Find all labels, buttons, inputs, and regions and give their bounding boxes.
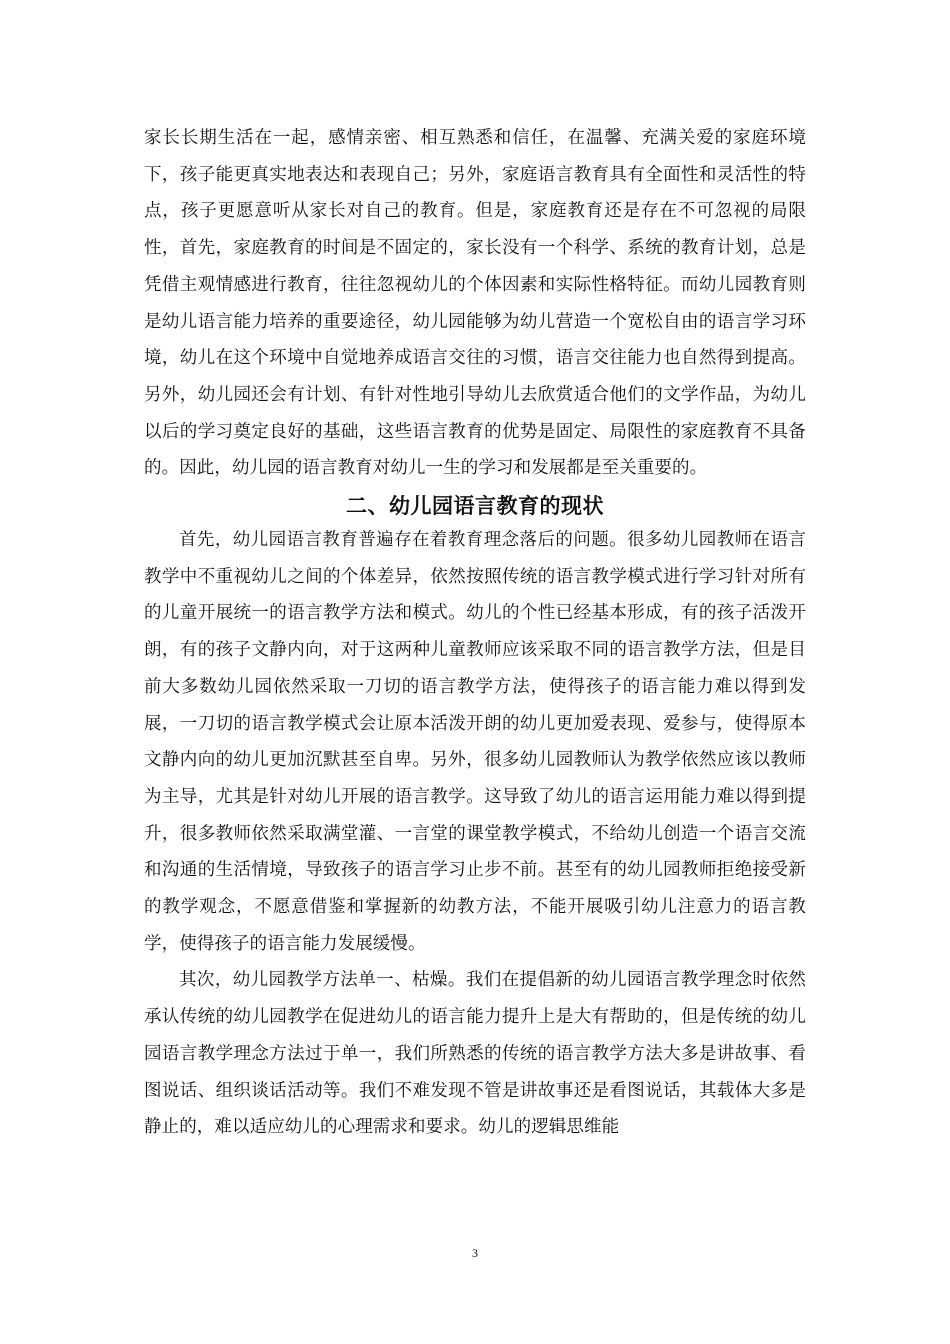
- body-paragraph-continued: 家长长期生活在一起，感情亲密、相互熟悉和信任，在温馨、充满关爱的家庭环境下，孩子能更真实地表达和表现自己；另外，家庭语言教育具有全面性和灵活性的特点，孩子更愿意听从家长对自己的教育。但是，家庭教育还是存在不可忽视的局限性，首先，家庭教育的时间是不固定的，家长没有一个科学、系统的教育计划，总是凭借主观情感进行教育，往往忽视幼儿的个体因素和实际性格特征。而幼儿园教育则是幼儿语言能力培养的重要途径，幼儿园能够为幼儿营造一个宽松自由的语言学习环境，幼儿在这个环境中自觉地养成语言交往的习惯，语言交往能力也自然得到提高。另外，幼儿园还会有计划、有针对性地引导幼儿去欣赏适合他们的文学作品，为幼儿以后的学习奠定良好的基础，这些语言教育的优势是固定、局限性的家庭教育不具备的。因此，幼儿园的语言教育对幼儿一生的学习和发展都是至关重要的。: [144, 128, 806, 479]
- section-heading: 二、幼儿园语言教育的现状: [346, 494, 604, 519]
- body-paragraph-1: 首先，幼儿园语言教育普遍存在着教育理念落后的问题。很多幼儿园教师在语言教学中不重视幼儿之间的个体差异，依然按照传统的语言教学模式进行学习针对所有的儿童开展统一的语言教学方法和模式。幼儿的个性已经基本形成，有的孩子活泼开朗，有的孩子文静内向，对于这两种儿童教师应该采取不同的语言教学方法，但是目前大多数幼儿园依然采取一刀切的语言教学方法，使得孩子的语言能力难以得到发展，一刀切的语言教学模式会让原本活泼开朗的幼儿更加爱表现、爱参与，使得原本文静内向的幼儿更加沉默甚至自卑。另外，很多幼儿园教师认为教学依然应该以教师为主导，尤其是针对幼儿开展的语言教学。这导致了幼儿的语言运用能力难以得到提升，很多教师依然采取满堂灌、一言堂的课堂教学模式，不给幼儿创造一个语言交流和沟通的生活情境，导致孩子的语言学习止步不前。甚至有的幼儿园教师拒绝接受新的教学观念，不愿意借鉴和掌握新的幼教方法，不能开展吸引幼儿注意力的语言教学，使得孩子的语言能力发展缓慢。: [144, 530, 806, 954]
- body-paragraph-2: 其次，幼儿园教学方法单一、枯燥。我们在提倡新的幼儿园语言教学理念时依然承认传统的幼儿园教学在促进幼儿的语言能力提升上是大有帮助的，但是传统的幼儿园语言教学理念方法过于单一，我们所熟悉的传统的语言教学方法大多是讲故事、看图说话、组织谈话活动等。我们不难发现不管是讲故事还是看图说话，其载体大多是静止的，难以适应幼儿的心理需求和要求。幼儿的逻辑思维能: [144, 970, 806, 1138]
- document-body: [144, 120, 806, 1146]
- page-number: 3: [472, 1246, 478, 1260]
